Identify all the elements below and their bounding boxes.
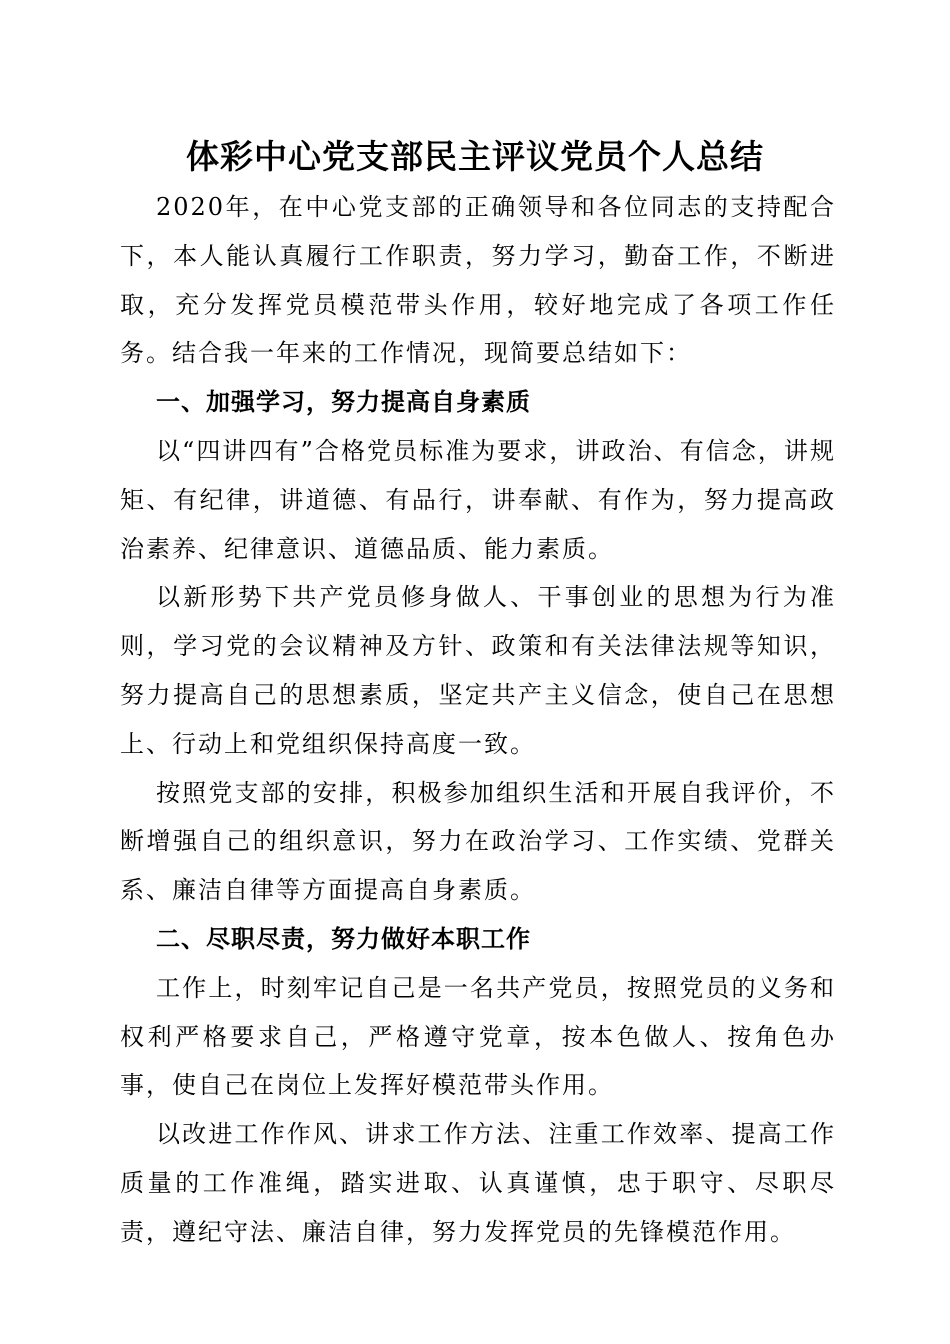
section-heading: 一、加强学习，努力提高自身素质 (156, 388, 531, 417)
body-paragraph: 工作上，时刻牢记自己是一名共产党员，按照党员的义务和权利严格要求自己，严格遵守党章，按本色做人、按角色办事，使自己在岗位上发挥好模范带头作用。 (120, 973, 836, 1100)
body-paragraph: 以新形势下共产党员修身做人、干事创业的思想为行为准则，学习党的会议精神及方针、政策和有关法律法规等知识，努力提高自己的思想素质，坚定共产主义信念，使自己在思想上、行动上和党组织保持高度一致。 (120, 583, 836, 758)
body-paragraph: 以改进工作作风、讲求工作方法、注重工作效率、提高工作质量的工作准绳，踏实进取、认真谨慎，忠于职守、尽职尽责，遵纪守法、廉洁自律，努力发挥党员的先锋模范作用。 (120, 1120, 836, 1246)
document-body (120, 183, 836, 1257)
body-paragraph: 以“四讲四有”合格党员标准为要求，讲政治、有信念，讲规矩、有纪律，讲道德、有品行，讲奉献、有作为，努力提高政治素养、纪律意识、道德品质、能力素质。 (120, 436, 836, 563)
document-title: 体彩中心党支部民主评议党员个人总结 (186, 137, 764, 176)
section-heading: 二、尽职尽责，努力做好本职工作 (156, 924, 531, 953)
body-paragraph: 按照党支部的安排，积极参加组织生活和开展自我评价，不断增强自己的组织意识，努力在政治学习、工作实绩、党群关系、廉洁自律等方面提高自身素质。 (120, 778, 836, 905)
intro-paragraph: 2020年，在中心党支部的正确领导和各位同志的支持配合下，本人能认真履行工作职责，努力学习，勤奋工作，不断进取，充分发挥党员模范带头作用，较好地完成了各项工作任务。结合我一年来的工作情况，现简要总结如下： (120, 193, 836, 368)
